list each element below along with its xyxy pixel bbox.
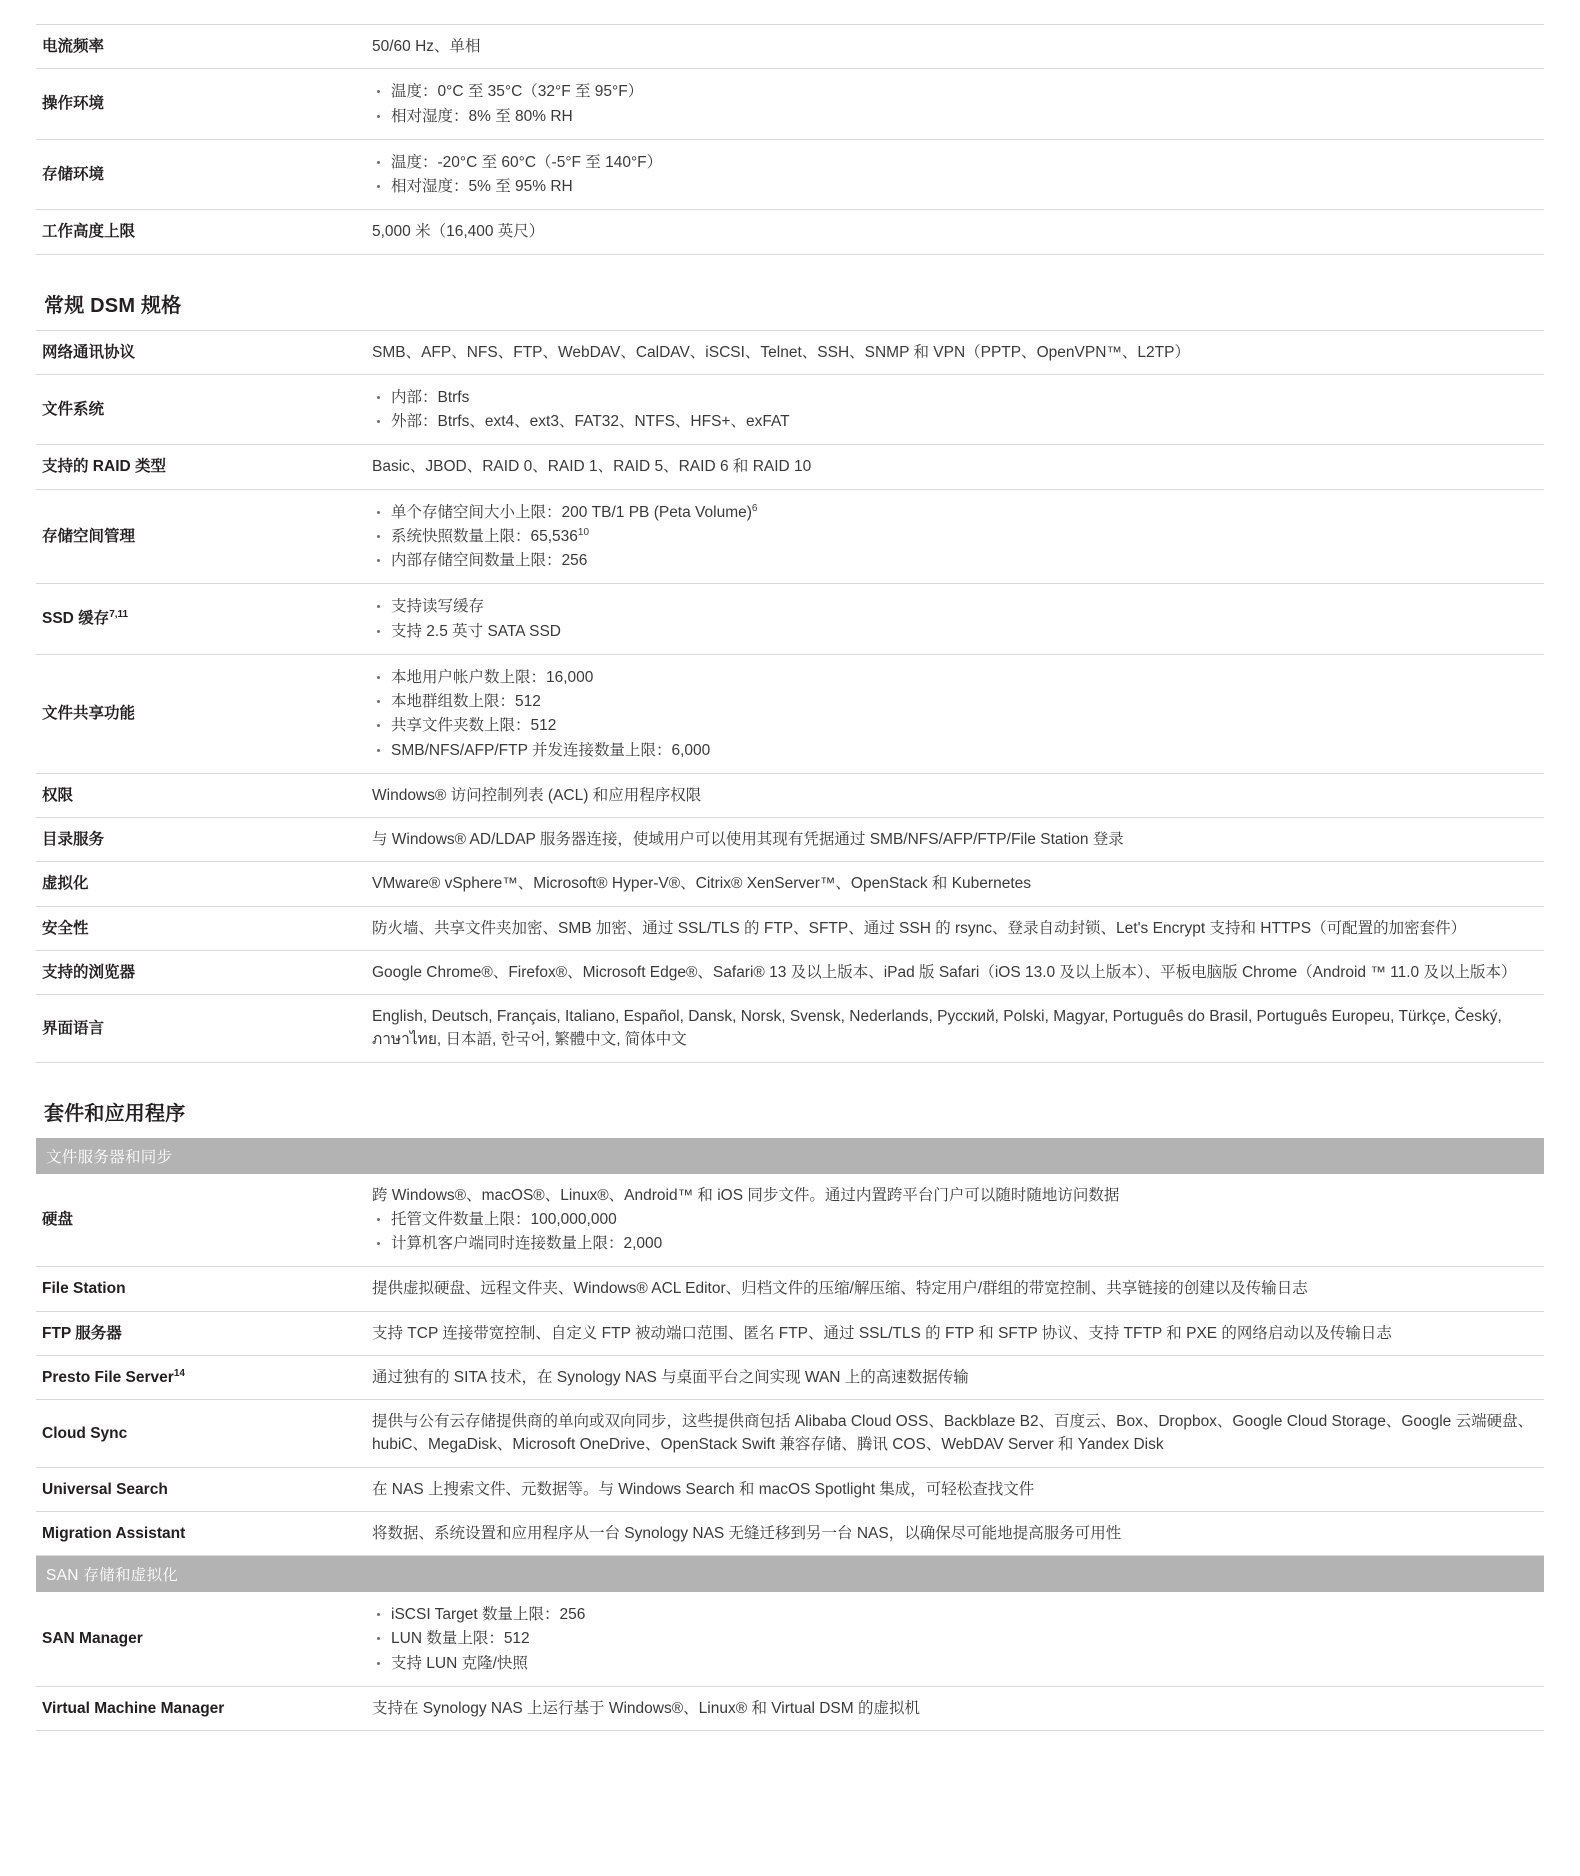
- list-item-text: 单个存储空间大小上限：200 TB/1 PB (Peta Volume): [391, 503, 752, 521]
- table-row: [36, 818, 1544, 862]
- row-value: [366, 1400, 1544, 1468]
- row-value-text: 支持在 Synology NAS 上运行基于 Windows®、Linux® 和 Virtual DSM 的虚拟机: [372, 1699, 920, 1717]
- row-label: Virtual Machine Manager: [42, 1699, 225, 1717]
- bullet-list: [372, 501, 1538, 573]
- table-row: [36, 995, 1544, 1063]
- list-item-text: 内部存储空间数量上限：256: [391, 552, 588, 569]
- list-item: SMB/NFS/AFP/FTP 并发连接数量上限：6,000: [372, 739, 1538, 762]
- row-value: [366, 862, 1544, 906]
- list-item: 计算机客户端同时连接数量上限：2,000: [372, 1232, 1538, 1255]
- row-value-text: 提供与公有云存储提供商的单向或双向同步，这些提供商包括 Alibaba Cloud OSS、Backblaze B2、百度云、Box、Dropbox、Google Cloud Storage、Google 云端硬盘、hubiC、MegaDisk、Microsoft OneDrive、OpenStack Swift 兼容存储、腾讯 COS、WebDAV Server 和 Yandex Disk: [372, 1413, 1534, 1454]
- table-row: [36, 1400, 1544, 1468]
- row-value-text: Basic、JBOD、RAID 0、RAID 1、RAID 5、RAID 6 和 RAID 10: [372, 458, 812, 476]
- list-item: 共享文件夹数上限：512: [372, 714, 1538, 737]
- row-value-text: 50/60 Hz、单相: [372, 38, 481, 55]
- table-row: [36, 489, 1544, 584]
- row-value-text: 5,000 米（16,400 英尺）: [372, 223, 545, 241]
- row-label: 硬盘: [42, 1211, 74, 1229]
- row-value-text: 在 NAS 上搜索文件、元数据等。与 Windows Search 和 macOS Spotlight 集成，可轻松查找文件: [372, 1480, 1035, 1498]
- row-value: [366, 374, 1544, 445]
- hardware-table-body: [36, 25, 1544, 255]
- row-value-text: SMB、AFP、NFS、FTP、WebDAV、CalDAV、iSCSI、Telnet、SSH、SNMP 和 VPN（PPTP、OpenVPN™、L2TP）: [372, 343, 1190, 361]
- table-row: [36, 862, 1544, 906]
- table-row: [36, 139, 1544, 210]
- list-item: LUN 数量上限：512: [372, 1627, 1538, 1650]
- row-label: 安全性: [42, 919, 89, 937]
- table-row: [36, 374, 1544, 445]
- footnote-marker: 14: [173, 1367, 185, 1379]
- row-value: [366, 995, 1544, 1063]
- bullet-list: [372, 386, 1538, 434]
- row-value-text: Windows® 访问控制列表 (ACL) 和应用程序权限: [372, 786, 702, 804]
- footnote-marker: 10: [577, 526, 590, 538]
- row-label-text: Presto File Server: [42, 1368, 174, 1386]
- table-row: [36, 1511, 1544, 1555]
- row-label: [36, 584, 366, 655]
- bullet-list: [372, 595, 1538, 643]
- list-item: 外部：Btrfs、ext4、ext3、FAT32、NTFS、HFS+、exFAT: [372, 410, 1538, 433]
- table-row: [36, 1355, 1544, 1399]
- subheading-file-server: 文件服务器和同步: [36, 1138, 1544, 1174]
- table-row: [36, 654, 1544, 773]
- row-value: [366, 210, 1544, 254]
- list-item: [372, 501, 1538, 524]
- dsm-spec-table: [36, 330, 1544, 1063]
- list-item: 温度：-20°C 至 60°C（-5°F 至 140°F）: [372, 151, 1538, 174]
- row-value: [366, 1355, 1544, 1399]
- section-title-dsm: 常规 DSM 规格: [44, 294, 182, 317]
- row-value: [366, 584, 1544, 655]
- row-value-text: 将数据、系统设置和应用程序从一台 Synology NAS 无缝迁移到另一台 NAS，以确保尽可能地提高服务可用性: [372, 1524, 1122, 1542]
- table-row: [36, 773, 1544, 817]
- row-value-text: 与 Windows® AD/LDAP 服务器连接，使域用户可以使用其现有凭据通过 SMB/NFS/AFP/FTP/File Station 登录: [372, 831, 1124, 848]
- list-item: iSCSI Target 数量上限：256: [372, 1603, 1538, 1626]
- row-label: Universal Search: [42, 1480, 168, 1498]
- row-value: [366, 950, 1544, 994]
- list-item: [372, 525, 1538, 548]
- row-value-text: 防火墙、共享文件夹加密、SMB 加密、通过 SSL/TLS 的 FTP、SFTP、通过 SSH 的 rsync、登录自动封锁、Let's Encrypt 支持和 HTTPS（可配置的加密套件）: [372, 919, 1467, 937]
- row-label-text: SSD 缓存: [42, 610, 110, 628]
- bullet-list: [372, 151, 1538, 199]
- row-label: SAN Manager: [42, 1630, 143, 1648]
- row-label: [36, 1355, 366, 1399]
- subheading-san: SAN 存储和虚拟化: [36, 1556, 1544, 1592]
- table-row: [36, 1592, 1544, 1686]
- row-label: 目录服务: [42, 831, 105, 848]
- hardware-spec-table: [36, 24, 1544, 255]
- dsm-table-body: [36, 330, 1544, 1062]
- row-label: 网络通讯协议: [42, 343, 136, 361]
- row-label: Cloud Sync: [42, 1424, 128, 1442]
- row-value-text: Google Chrome®、Firefox®、Microsoft Edge®、Safari® 13 及以上版本、iPad 版 Safari（iOS 13.0 及以上版本）、平板电脑版 Chrome（Android ™ 11.0 及以上版本）: [372, 963, 1517, 981]
- row-value: [366, 654, 1544, 773]
- row-label: 操作环境: [42, 95, 105, 113]
- list-item: 相对湿度：8% 至 80% RH: [372, 105, 1538, 128]
- row-value: [366, 1174, 1544, 1267]
- row-value-text: VMware® vSphere™、Microsoft® Hyper-V®、Citrix® XenServer™、OpenStack 和 Kubernetes: [372, 875, 1031, 893]
- file-server-table-body: [36, 1174, 1544, 1556]
- file-server-table: [36, 1174, 1544, 1557]
- section-title-packages: 套件和应用程序: [44, 1102, 186, 1125]
- table-row: [36, 210, 1544, 254]
- footnote-marker: 7,11: [109, 609, 129, 621]
- row-value: [366, 1467, 1544, 1511]
- row-value: [366, 818, 1544, 862]
- list-item: [372, 549, 1538, 572]
- table-row: [36, 1267, 1544, 1311]
- bullet-list: [372, 1208, 1538, 1256]
- bullet-list: [372, 80, 1538, 128]
- table-row: [36, 1686, 1544, 1730]
- table-row: [36, 1174, 1544, 1267]
- table-row: [36, 906, 1544, 950]
- row-value: [366, 139, 1544, 210]
- row-label: 支持的 RAID 类型: [42, 458, 167, 476]
- row-value: [366, 69, 1544, 140]
- row-value-lead: 跨 Windows®、macOS®、Linux®、Android™ 和 iOS 同步文件。通过内置跨平台门户可以随时随地访问数据: [372, 1186, 1120, 1204]
- row-value: [366, 906, 1544, 950]
- row-value: [366, 445, 1544, 489]
- row-label: 工作高度上限: [42, 223, 136, 241]
- row-label: File Station: [42, 1280, 126, 1298]
- table-row: [36, 1467, 1544, 1511]
- list-item: 支持读写缓存: [372, 595, 1538, 618]
- bullet-list: [372, 666, 1538, 762]
- row-label: 权限: [42, 786, 74, 804]
- row-value-text: 通过独有的 SITA 技术，在 Synology NAS 与桌面平台之间实现 WAN 上的高速数据传输: [372, 1368, 969, 1386]
- row-label: 电流频率: [42, 38, 105, 55]
- row-label: 存储空间管理: [42, 527, 136, 545]
- table-row: [36, 950, 1544, 994]
- list-item-text: 系统快照数量上限：65,536: [391, 527, 578, 545]
- row-value-text: 提供虚拟硬盘、远程文件夹、Windows® ACL Editor、归档文件的压缩/解压缩、特定用户/群组的带宽控制、共享链接的创建以及传输日志: [372, 1280, 1308, 1298]
- footnote-marker: 6: [751, 502, 758, 514]
- table-row: [36, 69, 1544, 140]
- table-row: [36, 25, 1544, 69]
- san-table: [36, 1592, 1544, 1731]
- table-row: [36, 330, 1544, 374]
- list-item: 温度：0°C 至 35°C（32°F 至 95°F）: [372, 80, 1538, 103]
- bullet-list: [372, 1603, 1538, 1675]
- list-item: 支持 LUN 克隆/快照: [372, 1652, 1538, 1675]
- row-value: [366, 1511, 1544, 1555]
- list-item: 相对湿度：5% 至 95% RH: [372, 175, 1538, 198]
- row-value: [366, 489, 1544, 584]
- row-label: 文件系统: [42, 400, 105, 418]
- row-label: FTP 服务器: [42, 1324, 122, 1342]
- row-label: 虚拟化: [42, 875, 89, 893]
- row-label: Migration Assistant: [42, 1524, 186, 1542]
- row-value: [366, 1686, 1544, 1730]
- table-row: [36, 1311, 1544, 1355]
- row-value: [366, 1311, 1544, 1355]
- row-value: [366, 330, 1544, 374]
- row-label: 文件共享功能: [42, 705, 136, 723]
- row-value: [366, 773, 1544, 817]
- table-row: [36, 584, 1544, 655]
- list-item: 本地用户帐户数上限：16,000: [372, 666, 1538, 689]
- table-row: [36, 445, 1544, 489]
- row-label: 存储环境: [42, 165, 105, 183]
- list-item: 支持 2.5 英寸 SATA SSD: [372, 620, 1538, 643]
- san-table-body: [36, 1592, 1544, 1731]
- row-value-text: English, Deutsch, Français, Italiano, Español, Dansk, Norsk, Svensk, Nederlands, Русский, Polski, Magyar, Português do Brasil, Português Europeu, Türkçe, Český, ภาษาไทย, 日本語, 한국어, 繁體中文, 简体中文: [372, 1008, 1502, 1049]
- list-item: 本地群组数上限：512: [372, 690, 1538, 713]
- list-item: 内部：Btrfs: [372, 386, 1538, 409]
- row-label: 界面语言: [42, 1019, 105, 1037]
- row-value: [366, 1267, 1544, 1311]
- row-value: [366, 25, 1544, 69]
- row-value: [366, 1592, 1544, 1686]
- list-item: 托管文件数量上限：100,000,000: [372, 1208, 1538, 1231]
- row-value-text: 支持 TCP 连接带宽控制、自定义 FTP 被动端口范围、匿名 FTP、通过 SSL/TLS 的 FTP 和 SFTP 协议、支持 TFTP 和 PXE 的网络启动以及传输日志: [372, 1324, 1392, 1342]
- row-label: 支持的浏览器: [42, 963, 136, 981]
